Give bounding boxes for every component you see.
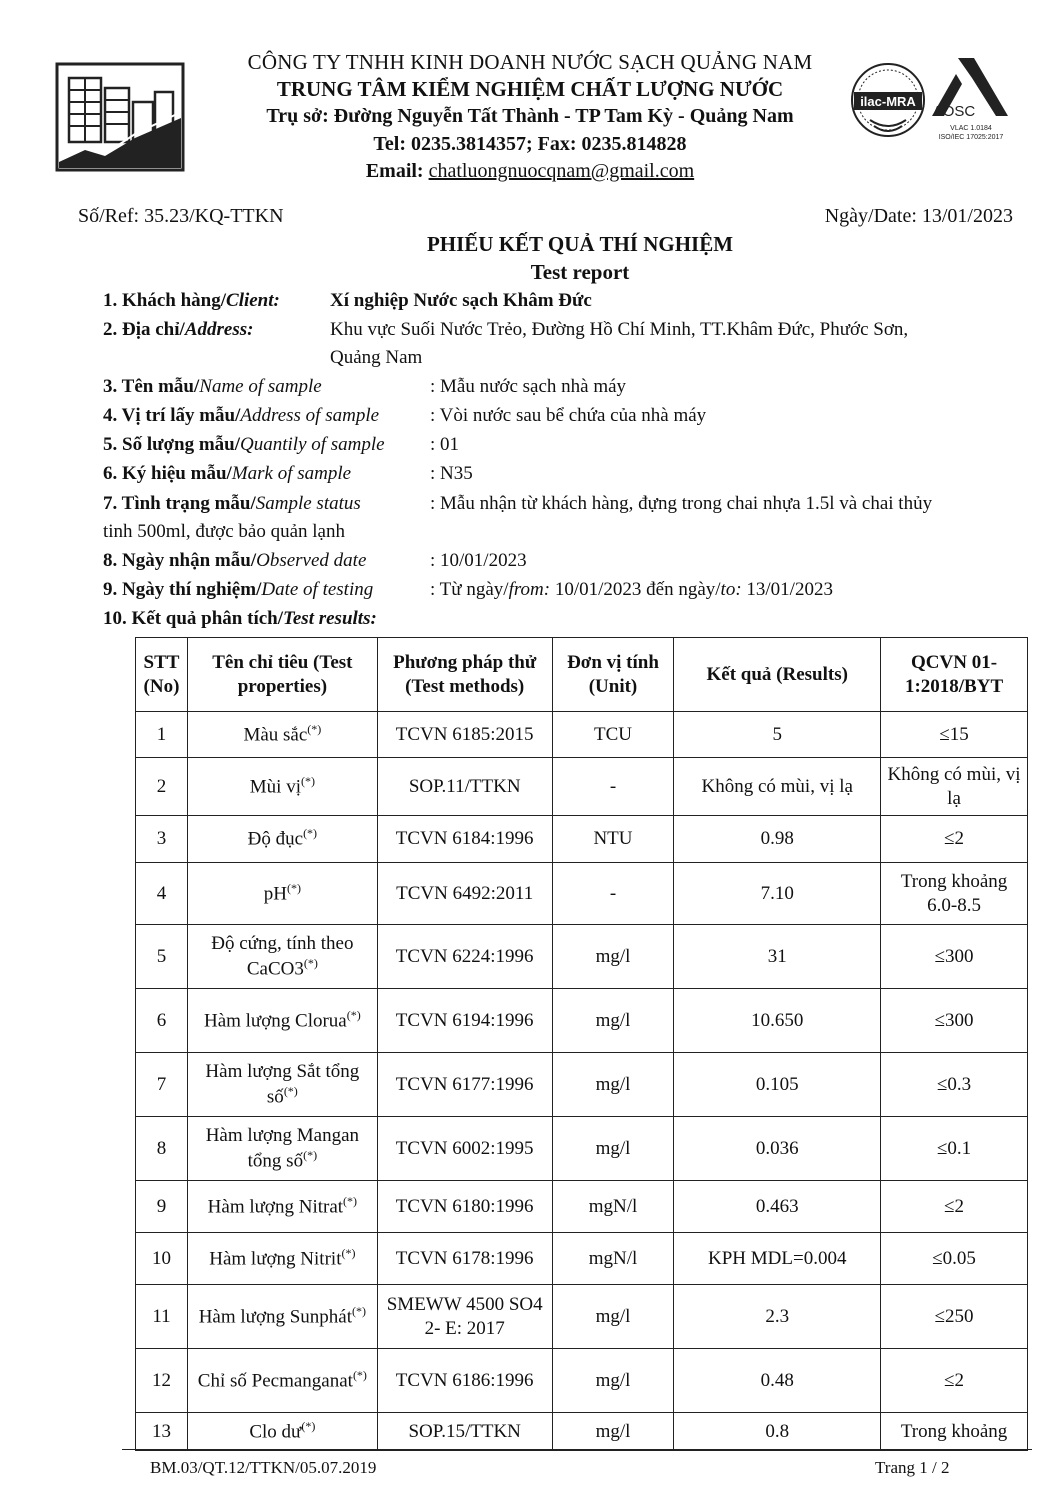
row-result: 31 bbox=[674, 925, 881, 989]
row-no: 1 bbox=[136, 712, 188, 758]
row-method: TCVN 6492:2011 bbox=[377, 863, 552, 925]
accredited-mark: (*) bbox=[283, 1083, 298, 1098]
table-row bbox=[136, 1285, 1028, 1349]
row-method: SOP.11/TTKN bbox=[377, 758, 552, 816]
center-name: TRUNG TÂM KIỂM NGHIỆM CHẤT LƯỢNG NƯỚC bbox=[276, 77, 784, 101]
accredited-mark: (*) bbox=[346, 1007, 361, 1022]
row-property: Hàm lượng Sắt tổng số(*) bbox=[187, 1053, 377, 1117]
row-limit: Không có mùi, vị lạ bbox=[881, 758, 1028, 816]
testing-date-value: : Từ ngày/from: 10/01/2023 đến ngày/to: 13/01/2023 bbox=[430, 579, 833, 600]
accredited-mark: (*) bbox=[286, 880, 301, 895]
row-limit: ≤15 bbox=[881, 712, 1028, 758]
row-method: TCVN 6180:1996 bbox=[377, 1181, 552, 1233]
aosc-logo-icon bbox=[928, 54, 1014, 146]
aosc-sub2: ISO/IEC 17025:2017 bbox=[938, 134, 1004, 141]
row-no: 2 bbox=[136, 758, 188, 816]
row-limit: Trong khoảng bbox=[881, 1413, 1028, 1451]
row-property: Màu sắc(*) bbox=[187, 712, 377, 758]
accredited-mark: (*) bbox=[303, 955, 318, 970]
row-result: 7.10 bbox=[674, 863, 881, 925]
row-no: 4 bbox=[136, 863, 188, 925]
ilac-mra-logo-icon bbox=[848, 60, 928, 146]
row-unit: mg/l bbox=[552, 1053, 674, 1117]
col-stt: STT (No) bbox=[136, 638, 188, 712]
col-qcvn: QCVN 01-1:2018/BYT bbox=[881, 638, 1028, 712]
row-result: 0.105 bbox=[674, 1053, 881, 1117]
row-unit: mgN/l bbox=[552, 1233, 674, 1285]
observed-date-value: : 10/01/2023 bbox=[430, 550, 527, 571]
sample-mark-value: : N35 bbox=[430, 463, 473, 484]
ilac-text: ilac-MRA bbox=[860, 94, 916, 109]
row-property: Hàm lượng Nitrat(*) bbox=[187, 1181, 377, 1233]
row-method: TCVN 6185:2015 bbox=[377, 712, 552, 758]
row-limit: ≤300 bbox=[881, 989, 1028, 1053]
sample-status-value-line2: tinh 500ml, được bảo quản lạnh bbox=[103, 521, 345, 542]
row-unit: mg/l bbox=[552, 925, 674, 989]
row-result: Không có mùi, vị lạ bbox=[674, 758, 881, 816]
row-unit: mg/l bbox=[552, 1413, 674, 1451]
row-property: Clo dư(*) bbox=[187, 1413, 377, 1451]
company-name: CÔNG TY TNHH KINH DOANH NƯỚC SẠCH QUẢNG NAM bbox=[247, 50, 813, 74]
table-row bbox=[136, 1053, 1028, 1117]
email-label: Email: bbox=[365, 160, 429, 182]
row-result: 0.98 bbox=[674, 816, 881, 863]
row-method: TCVN 6186:1996 bbox=[377, 1349, 552, 1413]
observed-date-label: 8. Ngày nhận mẫu/Observed date bbox=[103, 550, 367, 571]
row-result: 2.3 bbox=[674, 1285, 881, 1349]
row-method: TCVN 6177:1996 bbox=[377, 1053, 552, 1117]
sample-mark-label: 6. Ký hiệu mẫu/Mark of sample bbox=[103, 463, 352, 484]
row-property: Độ cứng, tính theo CaCO3(*) bbox=[187, 925, 377, 989]
row-no: 10 bbox=[136, 1233, 188, 1285]
row-method: TCVN 6184:1996 bbox=[377, 816, 552, 863]
reference-number: Số/Ref: 35.23/KQ-TTKN bbox=[78, 205, 284, 227]
sample-location-label: 4. Vị trí lấy mẫu/Address of sample bbox=[103, 405, 380, 426]
aosc-sub1: VLAC 1.0184 bbox=[950, 125, 992, 132]
row-method: SOP.15/TTKN bbox=[377, 1413, 552, 1451]
row-no: 6 bbox=[136, 989, 188, 1053]
head-office-address: Trụ sở: Đường Nguyễn Tất Thành - TP Tam Kỳ - Quảng Nam bbox=[266, 105, 794, 127]
sample-quantity-label: 5. Số lượng mẫu/Quantily of sample bbox=[103, 434, 385, 455]
row-method: TCVN 6224:1996 bbox=[377, 925, 552, 989]
table-row bbox=[136, 758, 1028, 816]
row-unit: mgN/l bbox=[552, 1181, 674, 1233]
row-method: TCVN 6002:1995 bbox=[377, 1117, 552, 1181]
row-result: 0.463 bbox=[674, 1181, 881, 1233]
sample-status-value-line1: : Mẫu nhận từ khách hàng, đựng trong chai nhựa 1.5l và chai thủy bbox=[430, 493, 933, 514]
client-label: 1. Khách hàng/Client: bbox=[103, 290, 280, 311]
table-row bbox=[136, 1413, 1028, 1451]
table-row bbox=[136, 1117, 1028, 1181]
row-property: Mùi vị(*) bbox=[187, 758, 377, 816]
row-result: 0.036 bbox=[674, 1117, 881, 1181]
table-row bbox=[136, 1233, 1028, 1285]
row-method: SMEWW 4500 SO4 2- E: 2017 bbox=[377, 1285, 552, 1349]
row-unit: - bbox=[552, 758, 674, 816]
row-property: Hàm lượng Clorua(*) bbox=[187, 989, 377, 1053]
row-limit: ≤300 bbox=[881, 925, 1028, 989]
test-results-label: 10. Kết quả phân tích/Test results: bbox=[103, 608, 377, 629]
row-method: TCVN 6178:1996 bbox=[377, 1233, 552, 1285]
row-no: 13 bbox=[136, 1413, 188, 1451]
table-row bbox=[136, 1349, 1028, 1413]
row-unit: TCU bbox=[552, 712, 674, 758]
row-property: Hàm lượng Mangan tổng số(*) bbox=[187, 1117, 377, 1181]
footer-rule bbox=[122, 1449, 1032, 1450]
table-row bbox=[136, 863, 1028, 925]
row-unit: mg/l bbox=[552, 989, 674, 1053]
aosc-text: AOSC bbox=[932, 103, 976, 120]
contact-phone: Tel: 0235.3814357; Fax: 0235.814828 bbox=[373, 133, 687, 155]
row-property: pH(*) bbox=[187, 863, 377, 925]
row-unit: mg/l bbox=[552, 1349, 674, 1413]
address-value-line2: Quảng Nam bbox=[330, 347, 423, 368]
row-result: 0.8 bbox=[674, 1413, 881, 1451]
row-no: 12 bbox=[136, 1349, 188, 1413]
table-row bbox=[136, 989, 1028, 1053]
accredited-mark: (*) bbox=[303, 1147, 318, 1162]
table-row bbox=[136, 816, 1028, 863]
sample-name-value: : Mẫu nước sạch nhà máy bbox=[430, 376, 627, 397]
sample-quantity-value: : 01 bbox=[430, 434, 460, 455]
accredited-mark: (*) bbox=[343, 1193, 358, 1208]
results-table bbox=[135, 637, 1028, 1451]
row-unit: - bbox=[552, 863, 674, 925]
row-no: 9 bbox=[136, 1181, 188, 1233]
accredited-mark: (*) bbox=[352, 1367, 367, 1382]
row-result: 5 bbox=[674, 712, 881, 758]
row-limit: ≤2 bbox=[881, 1181, 1028, 1233]
row-no: 5 bbox=[136, 925, 188, 989]
address-value-line1: Khu vực Suối Nước Trẻo, Đường Hồ Chí Minh, TT.Khâm Đức, Phước Sơn, bbox=[330, 319, 909, 340]
row-limit: Trong khoảng 6.0-8.5 bbox=[881, 863, 1028, 925]
accredited-mark: (*) bbox=[300, 773, 315, 788]
row-property: Hàm lượng Sunphát(*) bbox=[187, 1285, 377, 1349]
table-row bbox=[136, 1181, 1028, 1233]
accredited-mark: (*) bbox=[303, 826, 318, 841]
row-property: Độ đục(*) bbox=[187, 816, 377, 863]
table-row bbox=[136, 925, 1028, 989]
accredited-mark: (*) bbox=[341, 1245, 356, 1260]
page-number: Trang 1 / 2 bbox=[875, 1458, 950, 1477]
row-limit: ≤0.3 bbox=[881, 1053, 1028, 1117]
row-limit: ≤2 bbox=[881, 816, 1028, 863]
table-header-row bbox=[136, 638, 1028, 712]
row-unit: mg/l bbox=[552, 1285, 674, 1349]
address-label: 2. Địa chỉ/Address: bbox=[103, 319, 254, 340]
row-method: TCVN 6194:1996 bbox=[377, 989, 552, 1053]
row-unit: NTU bbox=[552, 816, 674, 863]
row-limit: ≤2 bbox=[881, 1349, 1028, 1413]
row-result: KPH MDL=0.004 bbox=[674, 1233, 881, 1285]
email-link[interactable]: chatluongnuocqnam@gmail.com bbox=[428, 160, 695, 182]
sample-location-value: : Vòi nước sau bể chứa của nhà máy bbox=[430, 405, 707, 426]
accredited-mark: (*) bbox=[301, 1418, 316, 1433]
accredited-mark: (*) bbox=[307, 721, 322, 736]
row-no: 8 bbox=[136, 1117, 188, 1181]
sample-name-label: 3. Tên mẫu/Name of sample bbox=[103, 376, 322, 397]
accredited-mark: (*) bbox=[352, 1303, 367, 1318]
row-limit: ≤0.1 bbox=[881, 1117, 1028, 1181]
sample-status-label: 7. Tình trạng mẫu/Sample status bbox=[103, 493, 361, 514]
row-no: 7 bbox=[136, 1053, 188, 1117]
contact-email bbox=[0, 160, 1060, 183]
form-code: BM.03/QT.12/TTKN/05.07.2019 bbox=[150, 1458, 377, 1477]
report-date: Ngày/Date: 13/01/2023 bbox=[824, 205, 1013, 227]
col-test-properties: Tên chỉ tiêu (Test properties) bbox=[187, 638, 377, 712]
row-result: 10.650 bbox=[674, 989, 881, 1053]
row-no: 11 bbox=[136, 1285, 188, 1349]
table-row bbox=[136, 712, 1028, 758]
row-unit: mg/l bbox=[552, 1117, 674, 1181]
client-value: Xí nghiệp Nước sạch Khâm Đức bbox=[330, 290, 592, 311]
row-limit: ≤250 bbox=[881, 1285, 1028, 1349]
row-no: 3 bbox=[136, 816, 188, 863]
report-subtitle: Test report bbox=[530, 260, 630, 284]
col-test-methods: Phương pháp thử (Test methods) bbox=[377, 638, 552, 712]
row-result: 0.48 bbox=[674, 1349, 881, 1413]
col-results: Kết quả (Results) bbox=[674, 638, 881, 712]
report-title: PHIẾU KẾT QUẢ THÍ NGHIỆM bbox=[426, 232, 734, 256]
testing-date-label: 9. Ngày thí nghiệm/Date of testing bbox=[103, 579, 374, 600]
row-limit: ≤0.05 bbox=[881, 1233, 1028, 1285]
row-property: Hàm lượng Nitrit(*) bbox=[187, 1233, 377, 1285]
col-unit: Đơn vị tính (Unit) bbox=[552, 638, 674, 712]
row-property: Chỉ số Pecmanganat(*) bbox=[187, 1349, 377, 1413]
